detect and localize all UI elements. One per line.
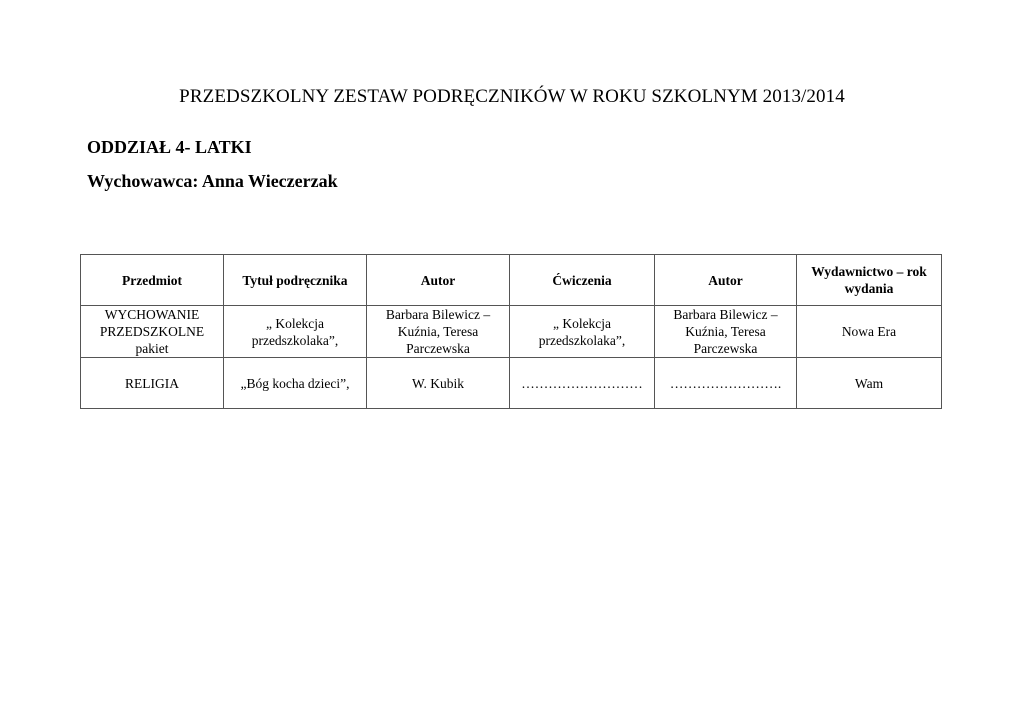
header-exercises-author: Autor <box>655 255 797 306</box>
textbook-table <box>80 254 942 409</box>
cell-exercises: „ Kolekcja przedszkolaka”, <box>510 306 655 358</box>
cell-subject: WYCHOWANIE PRZEDSZKOLNE pakiet <box>81 306 224 358</box>
header-author: Autor <box>367 255 510 306</box>
cell-publisher: Nowa Era <box>797 306 942 358</box>
cell-textbook-title: „Bóg kocha dzieci”, <box>224 358 367 409</box>
header-textbook-title: Tytuł podręcznika <box>224 255 367 306</box>
cell-author: Barbara Bilewicz – Kuźnia, Teresa Parczewska <box>367 306 510 358</box>
cell-exercises: ……………………… <box>510 358 655 409</box>
cell-exercises-author: ……………………. <box>655 358 797 409</box>
cell-exercises-author: Barbara Bilewicz – Kuźnia, Teresa Parczewska <box>655 306 797 358</box>
header-exercises: Ćwiczenia <box>510 255 655 306</box>
header-subject: Przedmiot <box>81 255 224 306</box>
section-heading: ODDZIAŁ 4- LATKI <box>87 137 252 157</box>
cell-author: W. Kubik <box>367 358 510 409</box>
table-header-row <box>81 255 942 306</box>
cell-subject: RELIGIA <box>81 358 224 409</box>
cell-publisher: Wam <box>797 358 942 409</box>
document-title: PRZEDSZKOLNY ZESTAW PODRĘCZNIKÓW W ROKU SZKOLNYM 2013/2014 <box>179 86 845 107</box>
teacher-line: Wychowawca: Anna Wieczerzak <box>87 171 338 191</box>
table-row <box>81 358 942 409</box>
header-publisher: Wydawnictwo – rok wydania <box>797 255 942 306</box>
table-row <box>81 306 942 358</box>
cell-textbook-title: „ Kolekcja przedszkolaka”, <box>224 306 367 358</box>
